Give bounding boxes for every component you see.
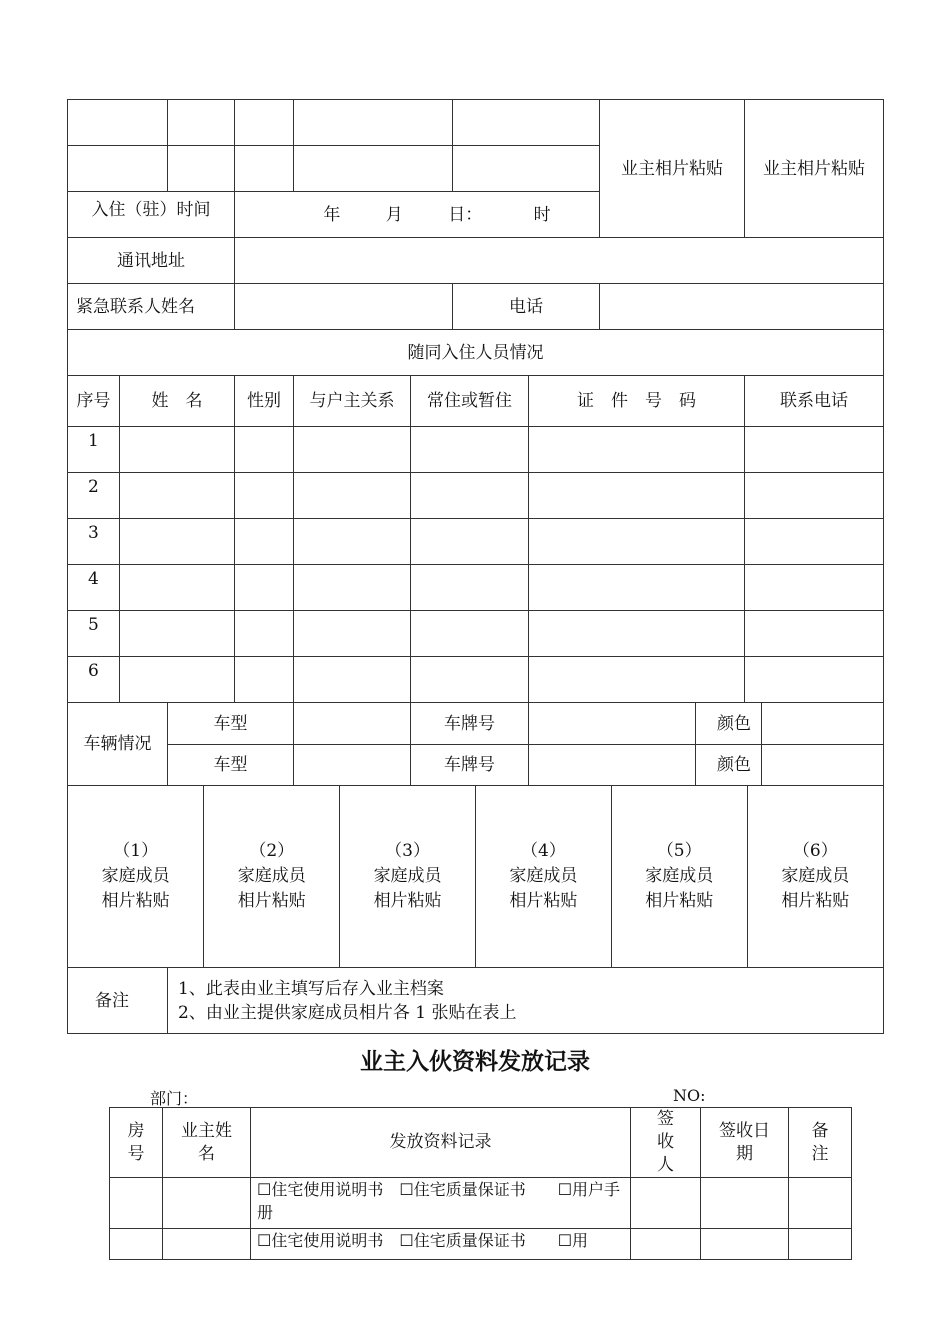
room-field[interactable] bbox=[110, 1229, 163, 1260]
header-gender: 性别 bbox=[235, 376, 294, 427]
family-photo-grid bbox=[68, 786, 883, 967]
relation-field[interactable] bbox=[294, 565, 411, 611]
blank-cell[interactable] bbox=[68, 146, 168, 192]
blank-header-row-1 bbox=[68, 100, 884, 146]
family-photo-slot-3[interactable]: （3） 家庭成员 相片粘贴 bbox=[340, 786, 476, 967]
vehicle-model-label: 车型 bbox=[168, 745, 294, 786]
companion-row bbox=[68, 611, 884, 657]
vehicle-row bbox=[68, 703, 884, 745]
row-number: 3 bbox=[68, 519, 120, 565]
family-photo-slot-5[interactable]: （5） 家庭成员 相片粘贴 bbox=[611, 786, 747, 967]
emergency-phone-field[interactable] bbox=[600, 284, 884, 330]
row-number: 4 bbox=[68, 565, 120, 611]
notes-field[interactable] bbox=[789, 1178, 852, 1229]
relation-field[interactable] bbox=[294, 427, 411, 473]
remarks-label bbox=[68, 968, 168, 1034]
emergency-phone-label: 电话 bbox=[453, 284, 600, 330]
blank-cell[interactable] bbox=[168, 100, 235, 146]
id-field[interactable] bbox=[529, 473, 745, 519]
vehicle-plate-field[interactable] bbox=[529, 703, 696, 745]
relation-field[interactable] bbox=[294, 519, 411, 565]
relation-field[interactable] bbox=[294, 611, 411, 657]
receiver-field[interactable] bbox=[631, 1178, 701, 1229]
residency-field[interactable] bbox=[411, 519, 529, 565]
blank-cell[interactable] bbox=[294, 100, 453, 146]
relation-field[interactable] bbox=[294, 473, 411, 519]
id-field[interactable] bbox=[529, 657, 745, 703]
gender-field[interactable] bbox=[235, 611, 294, 657]
gender-field[interactable] bbox=[235, 657, 294, 703]
family-photo-row bbox=[68, 786, 884, 968]
header-relation: 与户主关系 bbox=[294, 376, 411, 427]
phone-field[interactable] bbox=[745, 519, 884, 565]
gender-field[interactable] bbox=[235, 473, 294, 519]
gender-field[interactable] bbox=[235, 519, 294, 565]
companion-row bbox=[68, 657, 884, 703]
blank-cell[interactable] bbox=[453, 100, 600, 146]
receiver-field[interactable] bbox=[631, 1229, 701, 1260]
address-row bbox=[68, 238, 884, 284]
vehicle-model-field[interactable] bbox=[294, 745, 411, 786]
name-field[interactable] bbox=[120, 473, 235, 519]
vehicle-label-text: 车辆情况 bbox=[83, 733, 152, 754]
header-id-number: 证 件 号 码 bbox=[529, 376, 745, 427]
vehicle-color-label: 颜色 bbox=[696, 703, 762, 745]
vehicle-label bbox=[68, 703, 168, 786]
owner-photo-slot-2[interactable]: 业主相片粘贴 bbox=[745, 100, 884, 238]
remark-line-2: 2、由业主提供家庭成员相片各 1 张贴在表上 bbox=[178, 1002, 517, 1023]
gender-field[interactable] bbox=[235, 427, 294, 473]
residency-field[interactable] bbox=[411, 473, 529, 519]
vehicle-plate-label: 车牌号 bbox=[411, 703, 529, 745]
emergency-row bbox=[68, 284, 884, 330]
blank-cell[interactable] bbox=[294, 146, 453, 192]
remarks-label-text: 备注 bbox=[95, 990, 129, 1011]
family-photo-slot-6[interactable]: （6） 家庭成员 相片粘贴 bbox=[747, 786, 883, 967]
owner-name-field[interactable] bbox=[163, 1178, 251, 1229]
vehicle-model-field[interactable] bbox=[294, 703, 411, 745]
id-field[interactable] bbox=[529, 611, 745, 657]
id-field[interactable] bbox=[529, 519, 745, 565]
blank-cell[interactable] bbox=[235, 100, 294, 146]
month-label: 月 bbox=[385, 204, 403, 225]
remarks-row bbox=[68, 968, 884, 1034]
companion-row bbox=[68, 427, 884, 473]
resident-registration-table bbox=[67, 99, 884, 1034]
header-notes: 备注 bbox=[789, 1108, 852, 1178]
companions-title-row bbox=[68, 330, 884, 376]
family-photo-container bbox=[68, 786, 884, 968]
record-row bbox=[110, 1229, 852, 1260]
id-field[interactable] bbox=[529, 565, 745, 611]
record-header-row bbox=[110, 1108, 852, 1178]
companions-title: 随同入住人员情况 bbox=[68, 330, 884, 376]
vehicle-plate-label: 车牌号 bbox=[411, 745, 529, 786]
phone-field[interactable] bbox=[745, 427, 884, 473]
companion-row bbox=[68, 565, 884, 611]
name-field[interactable] bbox=[120, 427, 235, 473]
residency-field[interactable] bbox=[411, 565, 529, 611]
vehicle-color-field[interactable] bbox=[762, 703, 884, 745]
room-field[interactable] bbox=[110, 1178, 163, 1229]
emergency-contact-field[interactable] bbox=[235, 284, 453, 330]
receive-date-field[interactable] bbox=[701, 1229, 789, 1260]
number-label: NO: bbox=[673, 1086, 706, 1105]
phone-field[interactable] bbox=[745, 565, 884, 611]
header-receiver: 签收人 bbox=[631, 1108, 701, 1178]
row-number: 5 bbox=[68, 611, 120, 657]
header-phone: 联系电话 bbox=[745, 376, 884, 427]
record-title: 业主入伙资料发放记录 bbox=[360, 1049, 590, 1075]
residency-field[interactable] bbox=[411, 427, 529, 473]
phone-field[interactable] bbox=[745, 657, 884, 703]
header-seq: 序号 bbox=[68, 376, 120, 427]
notes-field[interactable] bbox=[789, 1229, 852, 1260]
residency-field[interactable] bbox=[411, 611, 529, 657]
vehicle-color-field[interactable] bbox=[762, 745, 884, 786]
receive-date-field[interactable] bbox=[701, 1178, 789, 1229]
family-photo-slot-4[interactable]: （4） 家庭成员 相片粘贴 bbox=[475, 786, 611, 967]
name-field[interactable] bbox=[120, 657, 235, 703]
companion-row bbox=[68, 519, 884, 565]
row-number: 6 bbox=[68, 657, 120, 703]
checkin-label: 入住（驻）时间 bbox=[68, 192, 235, 238]
id-field[interactable] bbox=[529, 427, 745, 473]
phone-field[interactable] bbox=[745, 473, 884, 519]
header-residency: 常住或暂住 bbox=[411, 376, 529, 427]
header-room: 房号 bbox=[110, 1108, 163, 1178]
header-name: 姓 名 bbox=[120, 376, 235, 427]
hour-label: 时 bbox=[533, 204, 551, 225]
row-number: 1 bbox=[68, 427, 120, 473]
name-field[interactable] bbox=[120, 519, 235, 565]
blank-cell[interactable] bbox=[168, 146, 235, 192]
vehicle-color-label: 颜色 bbox=[696, 745, 762, 786]
header-record: 发放资料记录 bbox=[251, 1108, 631, 1178]
remark-line-1: 1、此表由业主填写后存入业主档案 bbox=[178, 978, 444, 999]
day-label: 日： bbox=[448, 204, 483, 225]
owner-photo-slot-1[interactable]: 业主相片粘贴 bbox=[600, 100, 745, 238]
row-number: 2 bbox=[68, 473, 120, 519]
blank-cell[interactable] bbox=[235, 146, 294, 192]
document-distribution-table bbox=[109, 1107, 852, 1260]
document-checklist[interactable]: ☐住宅使用说明书 ☐住宅质量保证书 ☐用 bbox=[251, 1229, 631, 1260]
address-label: 通讯地址 bbox=[68, 238, 235, 284]
name-field[interactable] bbox=[120, 565, 235, 611]
companion-row bbox=[68, 473, 884, 519]
department-label: 部门： bbox=[150, 1089, 199, 1108]
phone-field[interactable] bbox=[745, 611, 884, 657]
header-receive-date: 签收日期 bbox=[701, 1108, 789, 1178]
blank-cell[interactable] bbox=[68, 100, 168, 146]
family-photo-slot-1[interactable]: （1） 家庭成员 相片粘贴 bbox=[68, 786, 204, 967]
owner-name-field[interactable] bbox=[163, 1229, 251, 1260]
vehicle-plate-field[interactable] bbox=[529, 745, 696, 786]
companions-header-row bbox=[68, 376, 884, 427]
blank-cell[interactable] bbox=[453, 146, 600, 192]
checkin-time-field[interactable] bbox=[235, 192, 600, 238]
family-photo-slot-2[interactable]: （2） 家庭成员 相片粘贴 bbox=[204, 786, 340, 967]
relation-field[interactable] bbox=[294, 657, 411, 703]
year-label: 年 bbox=[323, 204, 341, 225]
address-field[interactable] bbox=[235, 238, 884, 284]
remarks-notes bbox=[168, 968, 884, 1034]
gender-field[interactable] bbox=[235, 565, 294, 611]
residency-field[interactable] bbox=[411, 657, 529, 703]
record-row bbox=[110, 1178, 852, 1229]
name-field[interactable] bbox=[120, 611, 235, 657]
header-owner-name: 业主姓名 bbox=[163, 1108, 251, 1178]
vehicle-row bbox=[68, 745, 884, 786]
vehicle-model-label: 车型 bbox=[168, 703, 294, 745]
document-checklist[interactable]: ☐住宅使用说明书 ☐住宅质量保证书 ☐用户手册 bbox=[251, 1178, 631, 1229]
emergency-contact-label: 紧急联系人姓名 bbox=[68, 284, 235, 330]
